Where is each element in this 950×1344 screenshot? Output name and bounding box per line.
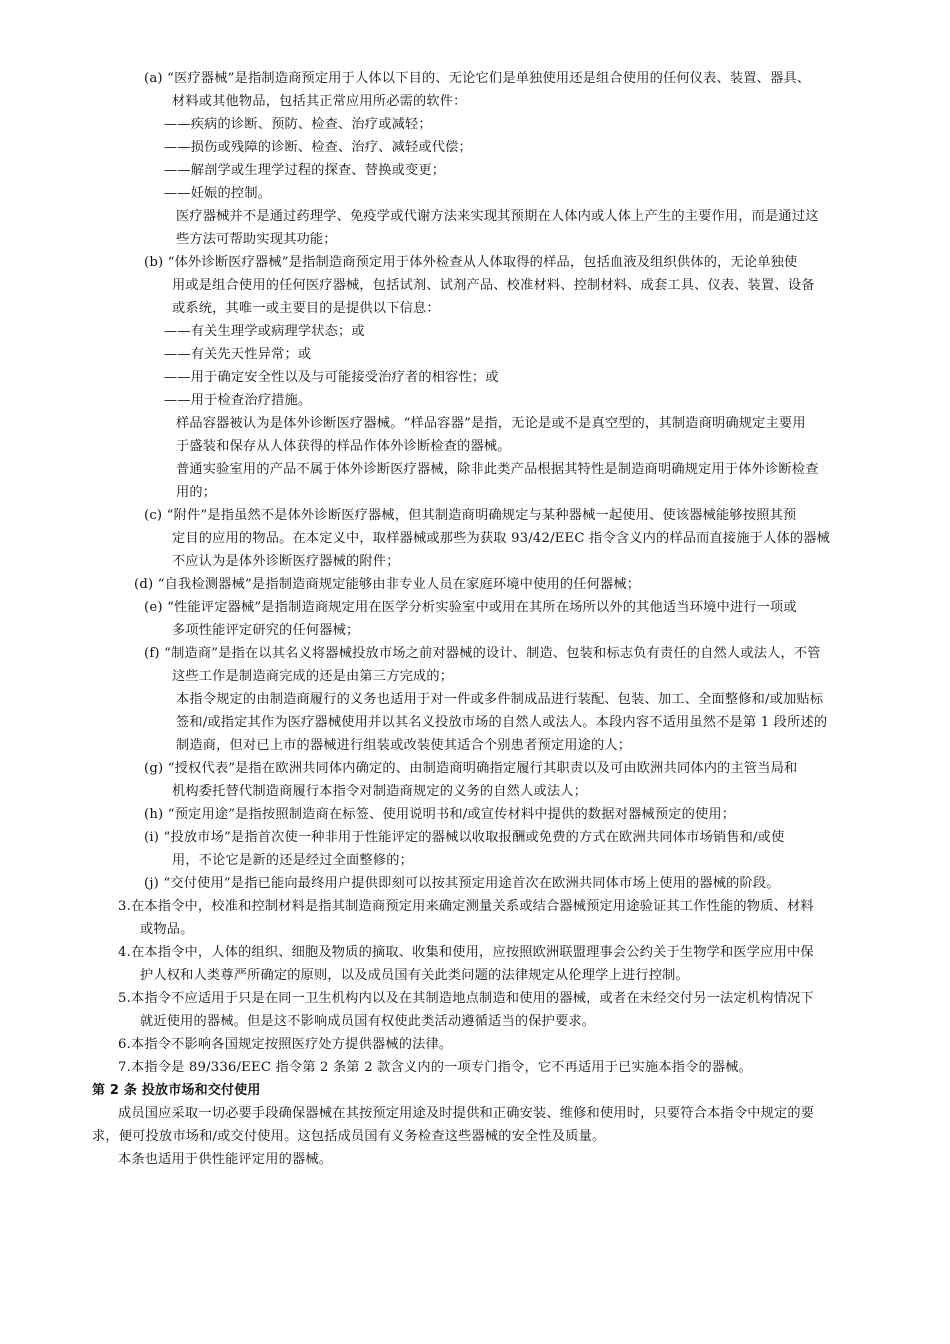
def-a-line-2: 材料或其他物品，包括其正常应用所必需的软件： bbox=[172, 94, 467, 109]
clause-6-line-1: 6.本指令不影响各国规定按照医疗处方提供器械的法律。 bbox=[118, 1037, 453, 1052]
paragraph-line: 些方法可帮助实现其功能； bbox=[176, 232, 337, 247]
paragraph-line: 于盛装和保存从人体获得的样品作体外诊断检查的器械。 bbox=[176, 439, 511, 454]
def-g-line-2: 机构委托替代制造商履行本指令对制造商规定的义务的自然人或法人； bbox=[172, 784, 588, 799]
paragraph-line: 用的； bbox=[176, 485, 217, 500]
def-b-line-1: (b) “体外诊断医疗器械”是指制造商预定用于体外检查从人体取得的样品，包括血液及组织供体的，无论单独使 bbox=[144, 255, 798, 270]
def-c-line-2: 定目的应用的物品。在本定义中，取样器械或那些为获取 93/42/EEC 指令含义内的样品而直接施于人体的器械 bbox=[172, 531, 831, 546]
list-item: ——妊娠的控制。 bbox=[164, 186, 272, 201]
def-c-line-3: 不应认为是体外诊断医疗器械的附件； bbox=[172, 554, 400, 569]
clause-4-line-1: 4.在本指令中，人体的组织、细胞及物质的摘取、收集和使用，应按照欧洲联盟理事会公约关于生物学和医学应用中保 bbox=[118, 945, 814, 960]
paragraph-line: 制造商，但对已上市的器械进行组装或改装使其适合个别患者预定用途的人； bbox=[176, 738, 632, 753]
def-a-line-1: (a) “医疗器械”是指制造商预定用于人体以下目的、无论它们是单独使用还是组合使用的任何仪表、装置、器具、 bbox=[144, 71, 811, 86]
paragraph-line: 医疗器械并不是通过药理学、免疫学或代谢方法来实现其预期在人体内或人体上产生的主要作用，而是通过这 bbox=[176, 209, 819, 224]
def-e-line-1: (e) “性能评定器械”是指制造商规定用在医学分析实验室中或用在其所在场所以外的其他适当环境中进行一项或 bbox=[144, 600, 797, 615]
list-item: ——有关生理学或病理学状态；或 bbox=[164, 324, 365, 339]
list-item: ——用于检查治疗措施。 bbox=[164, 393, 312, 408]
paragraph-line: 普通实验室用的产品不属于体外诊断医疗器械，除非此类产品根据其特性是制造商明确规定用于体外诊断检查 bbox=[176, 462, 819, 477]
def-g-line-1: (g) “授权代表”是指在欧洲共同体内确定的、由制造商明确指定履行其职责以及可由欧洲共同体内的主管当局和 bbox=[144, 761, 798, 776]
clause-3-line-1: 3.在本指令中，校准和控制材料是指其制造商预定用来确定测量关系或结合器械预定用途验证其工作性能的物质、材料 bbox=[118, 899, 814, 914]
list-item: ——解剖学或生理学过程的探查、替换或变更； bbox=[164, 163, 446, 178]
def-b-line-3: 或系统，其唯一或主要目的是提供以下信息： bbox=[172, 301, 440, 316]
def-i-line-2: 用，不论它是新的还是经过全面整修的； bbox=[172, 853, 413, 868]
def-c-line-1: (c) “附件”是指虽然不是体外诊断医疗器械，但其制造商明确规定与某种器械一起使用、使该器械能够按照其预 bbox=[144, 508, 797, 523]
clause-3-line-2: 或物品。 bbox=[140, 922, 194, 937]
def-j-line-1: (j) “交付使用”是指已能向最终用户提供即刻可以按其预定用途首次在欧洲共同体市场上使用的器械的阶段。 bbox=[144, 876, 780, 891]
paragraph-line: 本指令规定的由制造商履行的义务也适用于对一件或多件制成品进行装配、包装、加工、全面整修和/或加贴标 bbox=[176, 692, 824, 707]
article-2-para-2-line-1: 本条也适用于供性能评定用的器械。 bbox=[118, 1152, 333, 1167]
def-i-line-1: (i) “投放市场”是指首次使一种非用于性能评定的器械以收取报酬或免费的方式在欧洲共同体市场销售和/或使 bbox=[144, 830, 785, 845]
def-f-line-1: (f) “制造商”是指在以其名义将器械投放市场之前对器械的设计、制造、包装和标志负有责任的自然人或法人，不管 bbox=[144, 646, 821, 661]
clause-5-line-2: 就近使用的器械。但是这不影响成员国有权使此类活动遵循适当的保护要求。 bbox=[140, 1014, 596, 1029]
def-b-line-2: 用或是组合使用的任何医疗器械，包括试剂、试剂产品、校准材料、控制材料、成套工具、仪表、装置、设备 bbox=[172, 278, 815, 293]
def-f-line-2: 这些工作是制造商完成的还是由第三方完成的； bbox=[172, 669, 454, 684]
list-item: ——用于确定安全性以及与可能接受治疗者的相容性；或 bbox=[164, 370, 499, 385]
def-h-line-1: (h) “预定用途”是指按照制造商在标签、使用说明书和/或宣传材料中提供的数据对器械预定的使用； bbox=[144, 807, 736, 822]
list-item: ——损伤或残障的诊断、检查、治疗、减轻或代偿； bbox=[164, 140, 472, 155]
clause-4-line-2: 护人权和人类尊严所确定的原则，以及成员国有关此类问题的法律规定从伦理学上进行控制。 bbox=[140, 968, 689, 983]
paragraph-line: 签和/或指定其作为医疗器械使用并以其名义投放市场的自然人或法人。本段内容不适用虽然不是第 1 段所述的 bbox=[176, 715, 828, 730]
article-2-para-1-line-2: 求，便可投放市场和/或交付使用。这包括成员国有义务检查这些器械的安全性及质量。 bbox=[92, 1129, 606, 1144]
article-2-heading: 第 2 条 投放市场和交付使用 bbox=[92, 1083, 261, 1098]
def-d-line-1: (d) “自我检测器械”是指制造商规定能够由非专业人员在家庭环境中使用的任何器械； bbox=[134, 577, 641, 592]
clause-7-line-1: 7.本指令是 89/336/EEC 指令第 2 条第 2 款含义内的一项专门指令，它不再适用于已实施本指令的器械。 bbox=[118, 1060, 753, 1075]
list-item: ——有关先天性异常；或 bbox=[164, 347, 312, 362]
clause-5-line-1: 5.本指令不应适用于只是在同一卫生机构内以及在其制造地点制造和使用的器械，或者在未经交付另一法定机构情况下 bbox=[118, 991, 814, 1006]
def-e-line-2: 多项性能评定研究的任何器械； bbox=[172, 623, 360, 638]
list-item: ——疾病的诊断、预防、检查、治疗或减轻； bbox=[164, 117, 432, 132]
article-2-para-1-line-1: 成员国应采取一切必要手段确保器械在其按预定用途及时提供和正确安装、维修和使用时，只要符合本指令中规定的要 bbox=[118, 1106, 815, 1121]
paragraph-line: 样品容器被认为是体外诊断医疗器械。“样品容器”是指，无论是或不是真空型的，其制造商明确规定主要用 bbox=[176, 416, 806, 431]
